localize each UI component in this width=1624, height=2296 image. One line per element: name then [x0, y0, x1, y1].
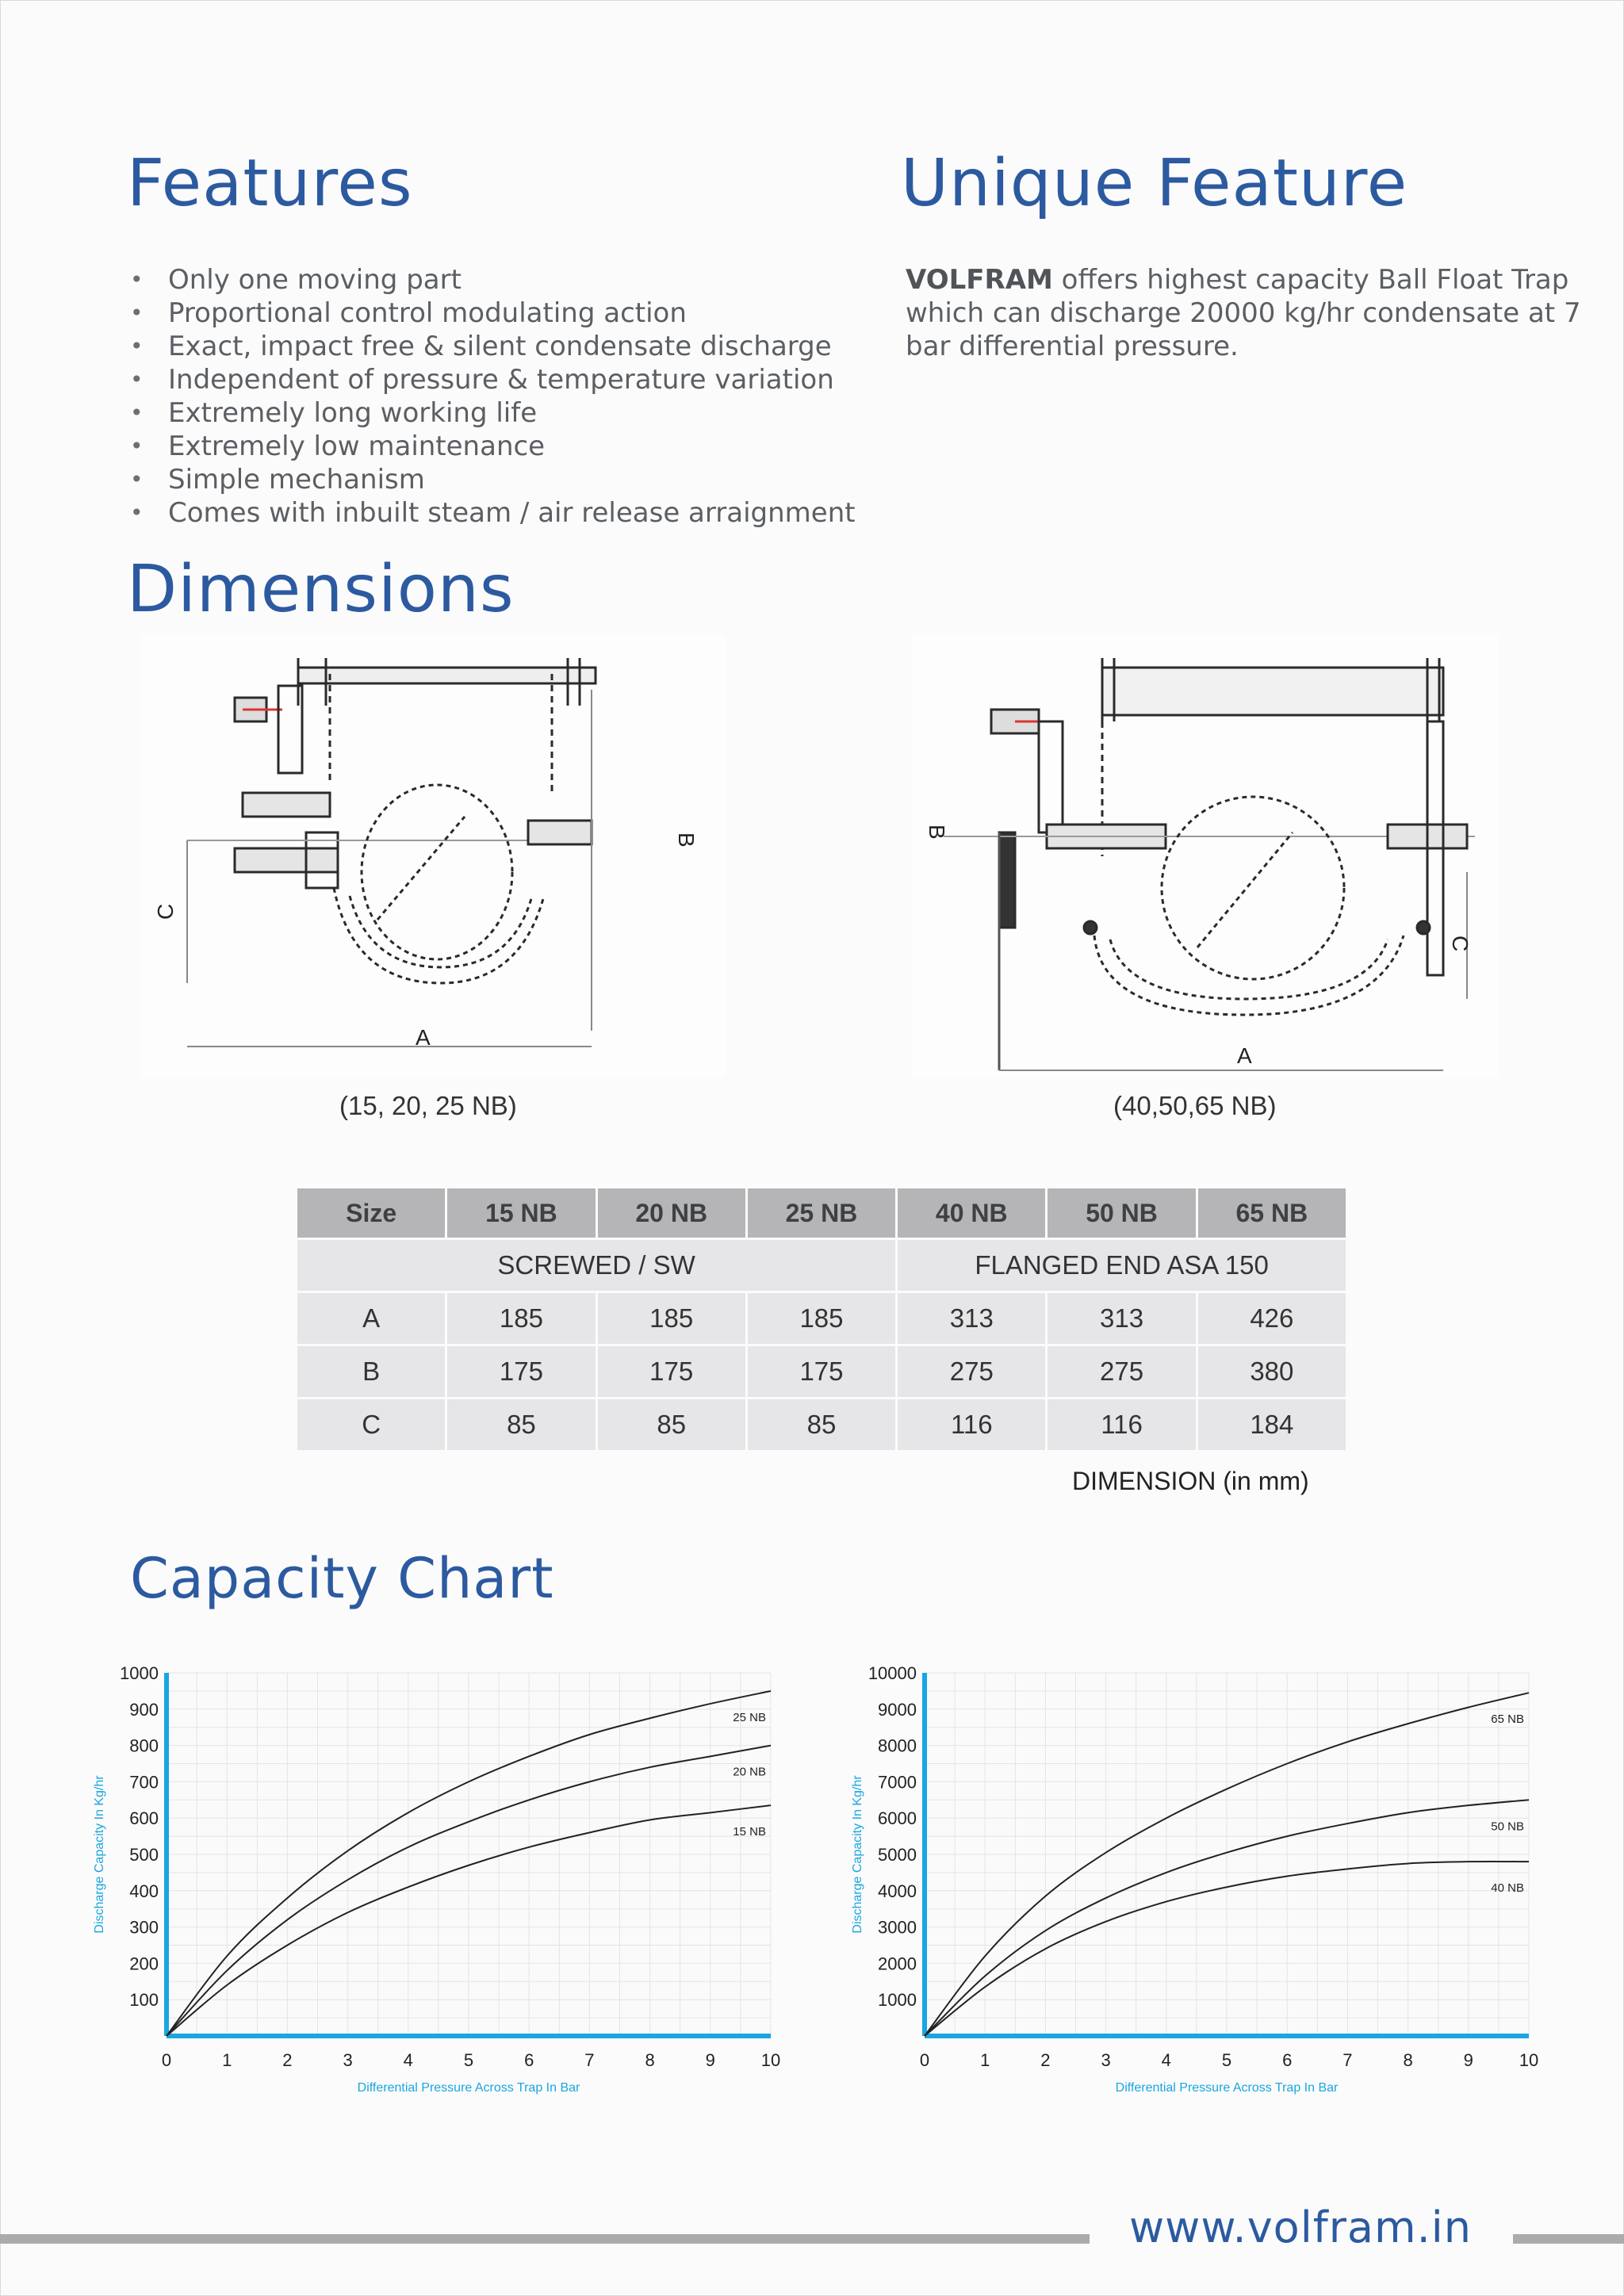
- table-cell: 313: [898, 1293, 1045, 1344]
- y-tick-label: 5000: [878, 1845, 917, 1865]
- table-cell: B: [297, 1346, 445, 1397]
- drawing2-label-b: B: [925, 825, 949, 840]
- x-tick-label: 3: [343, 2050, 353, 2070]
- drawing1-label-b: B: [674, 832, 699, 848]
- table-header-cell: 20 NB: [598, 1188, 745, 1238]
- y-tick-label: 10000: [868, 1663, 917, 1683]
- feature-item: • Extremely long working life: [127, 396, 856, 430]
- capacity-chart-small: [79, 1657, 793, 2101]
- table-group-row: [297, 1240, 1346, 1291]
- y-tick-label: 200: [129, 1954, 159, 1974]
- feature-item: • Extremely low maintenance: [127, 430, 856, 463]
- table-row: [297, 1399, 1346, 1450]
- capacity-chart-large: [837, 1657, 1551, 2101]
- x-tick-label: 7: [1342, 2050, 1353, 2070]
- series-label: 20 NB: [733, 1765, 766, 1779]
- y-tick-label: 900: [129, 1699, 159, 1720]
- table-cell: 175: [447, 1346, 595, 1397]
- series-label: 40 NB: [1491, 1881, 1524, 1896]
- x-axis-label: Differential Pressure Across Trap In Bar: [1115, 2081, 1339, 2095]
- y-tick-label: 400: [129, 1881, 159, 1901]
- table-header-cell: 50 NB: [1048, 1188, 1195, 1238]
- feature-item: • Exact, impact free & silent condensate discharge: [127, 330, 856, 363]
- y-tick-label: 3000: [878, 1917, 917, 1938]
- table-cell: A: [297, 1293, 445, 1344]
- y-tick-label: 8000: [878, 1735, 917, 1756]
- drawing2-label-a: A: [1237, 1043, 1252, 1068]
- series-label: 65 NB: [1491, 1712, 1524, 1727]
- feature-item: • Simple mechanism: [127, 463, 856, 496]
- dimension-unit-note: DIMENSION (in mm): [1072, 1467, 1309, 1495]
- y-tick-label: 7000: [878, 1772, 917, 1793]
- x-tick-label: 5: [463, 2050, 474, 2070]
- feature-item: • Proportional control modulating action: [127, 297, 856, 330]
- unique-feature-text: [906, 263, 1588, 363]
- y-tick-label: 1000: [120, 1663, 159, 1683]
- x-tick-label: 0: [919, 2050, 930, 2070]
- x-tick-label: 8: [645, 2050, 655, 2070]
- x-tick-label: 2: [1040, 2050, 1051, 2070]
- y-tick-label: 300: [129, 1917, 159, 1938]
- x-tick-label: 10: [760, 2050, 781, 2070]
- x-tick-label: 6: [1282, 2050, 1293, 2070]
- table-row: [297, 1346, 1346, 1397]
- table-cell: 185: [748, 1293, 895, 1344]
- series-label: 50 NB: [1491, 1820, 1524, 1834]
- capacity-chart-heading: Capacity Chart: [130, 1546, 554, 1611]
- table-header-cell: 65 NB: [1198, 1188, 1346, 1238]
- table-header-cell: 15 NB: [447, 1188, 595, 1238]
- drawing1-caption: (15, 20, 25 NB): [339, 1091, 517, 1120]
- y-tick-label: 800: [129, 1735, 159, 1756]
- table-header-cell: 25 NB: [748, 1188, 895, 1238]
- features-heading: Features: [127, 146, 413, 221]
- table-cell: 116: [1048, 1399, 1195, 1450]
- y-tick-label: 600: [129, 1808, 159, 1829]
- table-cell: 275: [1048, 1346, 1195, 1397]
- y-tick-label: 2000: [878, 1954, 917, 1974]
- unique-feature-description: offers highest capacity Ball Float Trap which can discharge 20000 kg/hr condensate at 7 bar differential pressure.: [906, 264, 1581, 362]
- table-cell: 426: [1198, 1293, 1346, 1344]
- series-label: 15 NB: [733, 1825, 766, 1839]
- table-cell: C: [297, 1399, 445, 1450]
- table-row: [297, 1293, 1346, 1344]
- footer-bar-left: [0, 2234, 1090, 2244]
- features-list: [127, 263, 856, 530]
- trap-drawing-small: [140, 634, 726, 1078]
- y-tick-label: 6000: [878, 1808, 917, 1829]
- brand-name: VOLFRAM: [906, 264, 1053, 296]
- table-cell: 85: [598, 1399, 745, 1450]
- table-cell: 185: [598, 1293, 745, 1344]
- y-axis-label: Discharge Capacity In Kg/hr: [851, 1775, 864, 1934]
- x-tick-label: 4: [403, 2050, 413, 2070]
- table-cell: 185: [447, 1293, 595, 1344]
- drawing2-label-c: C: [1448, 936, 1473, 952]
- table-cell: 85: [447, 1399, 595, 1450]
- table-header-cell: 40 NB: [898, 1188, 1045, 1238]
- trap-drawing-large: [912, 634, 1499, 1078]
- drawing1-label-a: A: [416, 1025, 431, 1050]
- y-tick-label: 700: [129, 1772, 159, 1793]
- x-tick-label: 2: [282, 2050, 293, 2070]
- x-tick-label: 8: [1403, 2050, 1413, 2070]
- feature-item: • Independent of pressure & temperature variation: [127, 363, 856, 396]
- x-tick-label: 9: [1463, 2050, 1473, 2070]
- x-tick-label: 3: [1101, 2050, 1111, 2070]
- y-tick-label: 500: [129, 1845, 159, 1865]
- drawing2-caption: (40,50,65 NB): [1113, 1091, 1277, 1120]
- table-cell: 184: [1198, 1399, 1346, 1450]
- y-tick-label: 4000: [878, 1881, 917, 1901]
- table-cell: 313: [1048, 1293, 1195, 1344]
- x-tick-label: 4: [1161, 2050, 1171, 2070]
- y-tick-label: 9000: [878, 1699, 917, 1720]
- table-header-cell: Size: [297, 1188, 445, 1238]
- x-tick-label: 7: [584, 2050, 595, 2070]
- table-cell: 175: [748, 1346, 895, 1397]
- footer-bar-right: [1513, 2234, 1624, 2244]
- x-tick-label: 6: [524, 2050, 534, 2070]
- table-cell: 380: [1198, 1346, 1346, 1397]
- dimensions-table: [295, 1186, 1348, 1452]
- group-label-flanged: FLANGED END ASA 150: [898, 1240, 1346, 1291]
- drawing1-label-c: C: [153, 903, 178, 920]
- table-header-row: [297, 1188, 1346, 1238]
- website-url: www.volfram.in: [1129, 2202, 1472, 2252]
- x-tick-label: 9: [705, 2050, 715, 2070]
- table-cell: 275: [898, 1346, 1045, 1397]
- x-tick-label: 1: [980, 2050, 990, 2070]
- x-tick-label: 10: [1519, 2050, 1539, 2070]
- x-tick-label: 1: [222, 2050, 232, 2070]
- dimensions-heading: Dimensions: [127, 552, 515, 627]
- table-cell: 85: [748, 1399, 895, 1450]
- feature-item: • Only one moving part: [127, 263, 856, 297]
- unique-feature-heading: Unique Feature: [901, 146, 1408, 221]
- x-axis-label: Differential Pressure Across Trap In Bar: [357, 2081, 580, 2095]
- feature-item: • Comes with inbuilt steam / air release arraignment: [127, 496, 856, 530]
- table-cell: 175: [598, 1346, 745, 1397]
- y-tick-label: 1000: [878, 1990, 917, 2011]
- group-label-screwed: SCREWED / SW: [297, 1240, 895, 1291]
- x-tick-label: 0: [161, 2050, 172, 2070]
- y-axis-label: Discharge Capacity In Kg/hr: [93, 1775, 106, 1934]
- x-tick-label: 5: [1221, 2050, 1232, 2070]
- table-cell: 116: [898, 1399, 1045, 1450]
- y-tick-label: 100: [129, 1990, 159, 2011]
- series-label: 25 NB: [733, 1710, 766, 1724]
